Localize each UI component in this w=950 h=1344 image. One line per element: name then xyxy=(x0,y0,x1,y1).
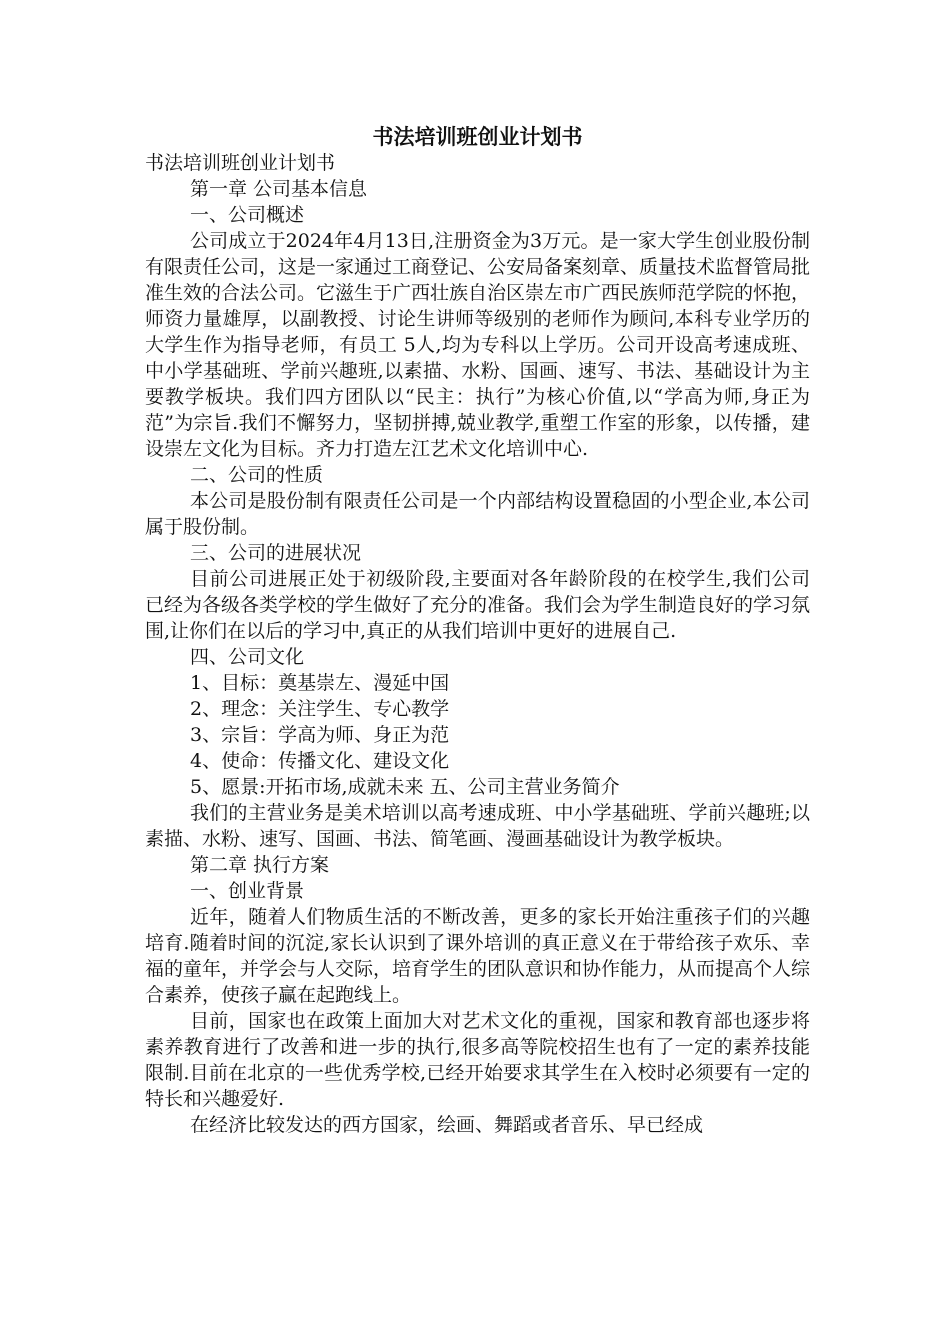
chapter-2-heading: 第二章 执行方案 xyxy=(190,854,330,876)
culture-item: 5、愿景:开拓市场,成就未来 五、公司主营业务简介 xyxy=(190,776,620,798)
document-page xyxy=(145,124,810,1138)
background-paragraph-3: 在经济比较发达的西方国家，绘画、舞蹈或者音乐、早已经成 xyxy=(190,1114,704,1136)
culture-item: 4、使命：传播文化、建设文化 xyxy=(190,750,450,772)
culture-item: 1、目标：奠基崇左、漫延中国 xyxy=(190,672,450,694)
chapter-1-heading: 第一章 公司基本信息 xyxy=(190,178,368,200)
section-progress-heading: 三、公司的进展状况 xyxy=(190,542,362,564)
section-background-heading: 一、创业背景 xyxy=(190,880,305,902)
culture-item: 2、理念：关注学生、专心教学 xyxy=(190,698,450,720)
culture-item: 3、宗旨：学高为师、身正为范 xyxy=(190,724,450,746)
background-paragraph-2: 目前，国家也在政策上面加大对艺术文化的重视，国家和教育部也逐步将素养教育进行了改善和进一步的执行,很多高等院校招生也有了一定的素养技能限制.目前在北京的一些优秀学校,已经开始要求其学生在入校时必须要有一定的特长和兴趣爱好. xyxy=(145,1010,810,1110)
section-overview-heading: 一、公司概述 xyxy=(190,204,305,226)
section-culture-heading: 四、公司文化 xyxy=(190,646,305,668)
background-paragraph-1: 近年，随着人们物质生活的不断改善，更多的家长开始注重孩子们的兴趣培育.随着时间的沉淀,家长认识到了课外培训的真正意义在于带给孩子欢乐、幸福的童年，并学会与人交际，培育学生的团队意识和协作能力，从而提高个人综合素养，使孩子赢在起跑线上。 xyxy=(145,906,811,1006)
overview-paragraph: 公司成立于2024年4月13日,注册资金为3万元。是一家大学生创业股份制有限责任公司，这是一家通过工商登记、公安局备案刻章、质量技术监督管局批准生效的合法公司。它滋生于广西壮族自治区崇左市广西民族师范学院的怀抱，师资力量雄厚，以副教授、讨论生讲师等级别的老师作为顾问,本科专业学历的大学生作为指导老师，有员工 5人,均为专科以上学历。公司开设高考速成班、中小学基础班、学前兴趣班,以素描、水粉、国画、速写、书法、基础设计为主要教学板块。我们四方团队以“民主：执行”为核心价值,以“学高为师,身正为范”为宗旨.我们不懈努力，坚韧拼搏,兢业教学,重塑工作室的形象，以传播，建设崇左文化为目标。齐力打造左江艺术文化培训中心. xyxy=(145,230,811,460)
business-paragraph: 我们的主营业务是美术培训以高考速成班、中小学基础班、学前兴趣班;以素描、水粉、速写、国画、书法、简笔画、漫画基础设计为教学板块。 xyxy=(145,802,810,850)
document-subtitle: 书法培训班创业计划书 xyxy=(145,152,336,174)
nature-paragraph: 本公司是股份制有限责任公司是一个内部结构设置稳固的小型企业,本公司属于股份制。 xyxy=(145,490,810,538)
document-title: 书法培训班创业计划书 xyxy=(372,124,583,149)
section-nature-heading: 二、公司的性质 xyxy=(190,464,324,486)
progress-paragraph: 目前公司进展正处于初级阶段,主要面对各年龄阶段的在校学生,我们公司已经为各级各类学校的学生做好了充分的准备。我们会为学生制造良好的学习氛围,让你们在以后的学习中,真正的从我们培训中更好的进展自己. xyxy=(145,568,811,642)
